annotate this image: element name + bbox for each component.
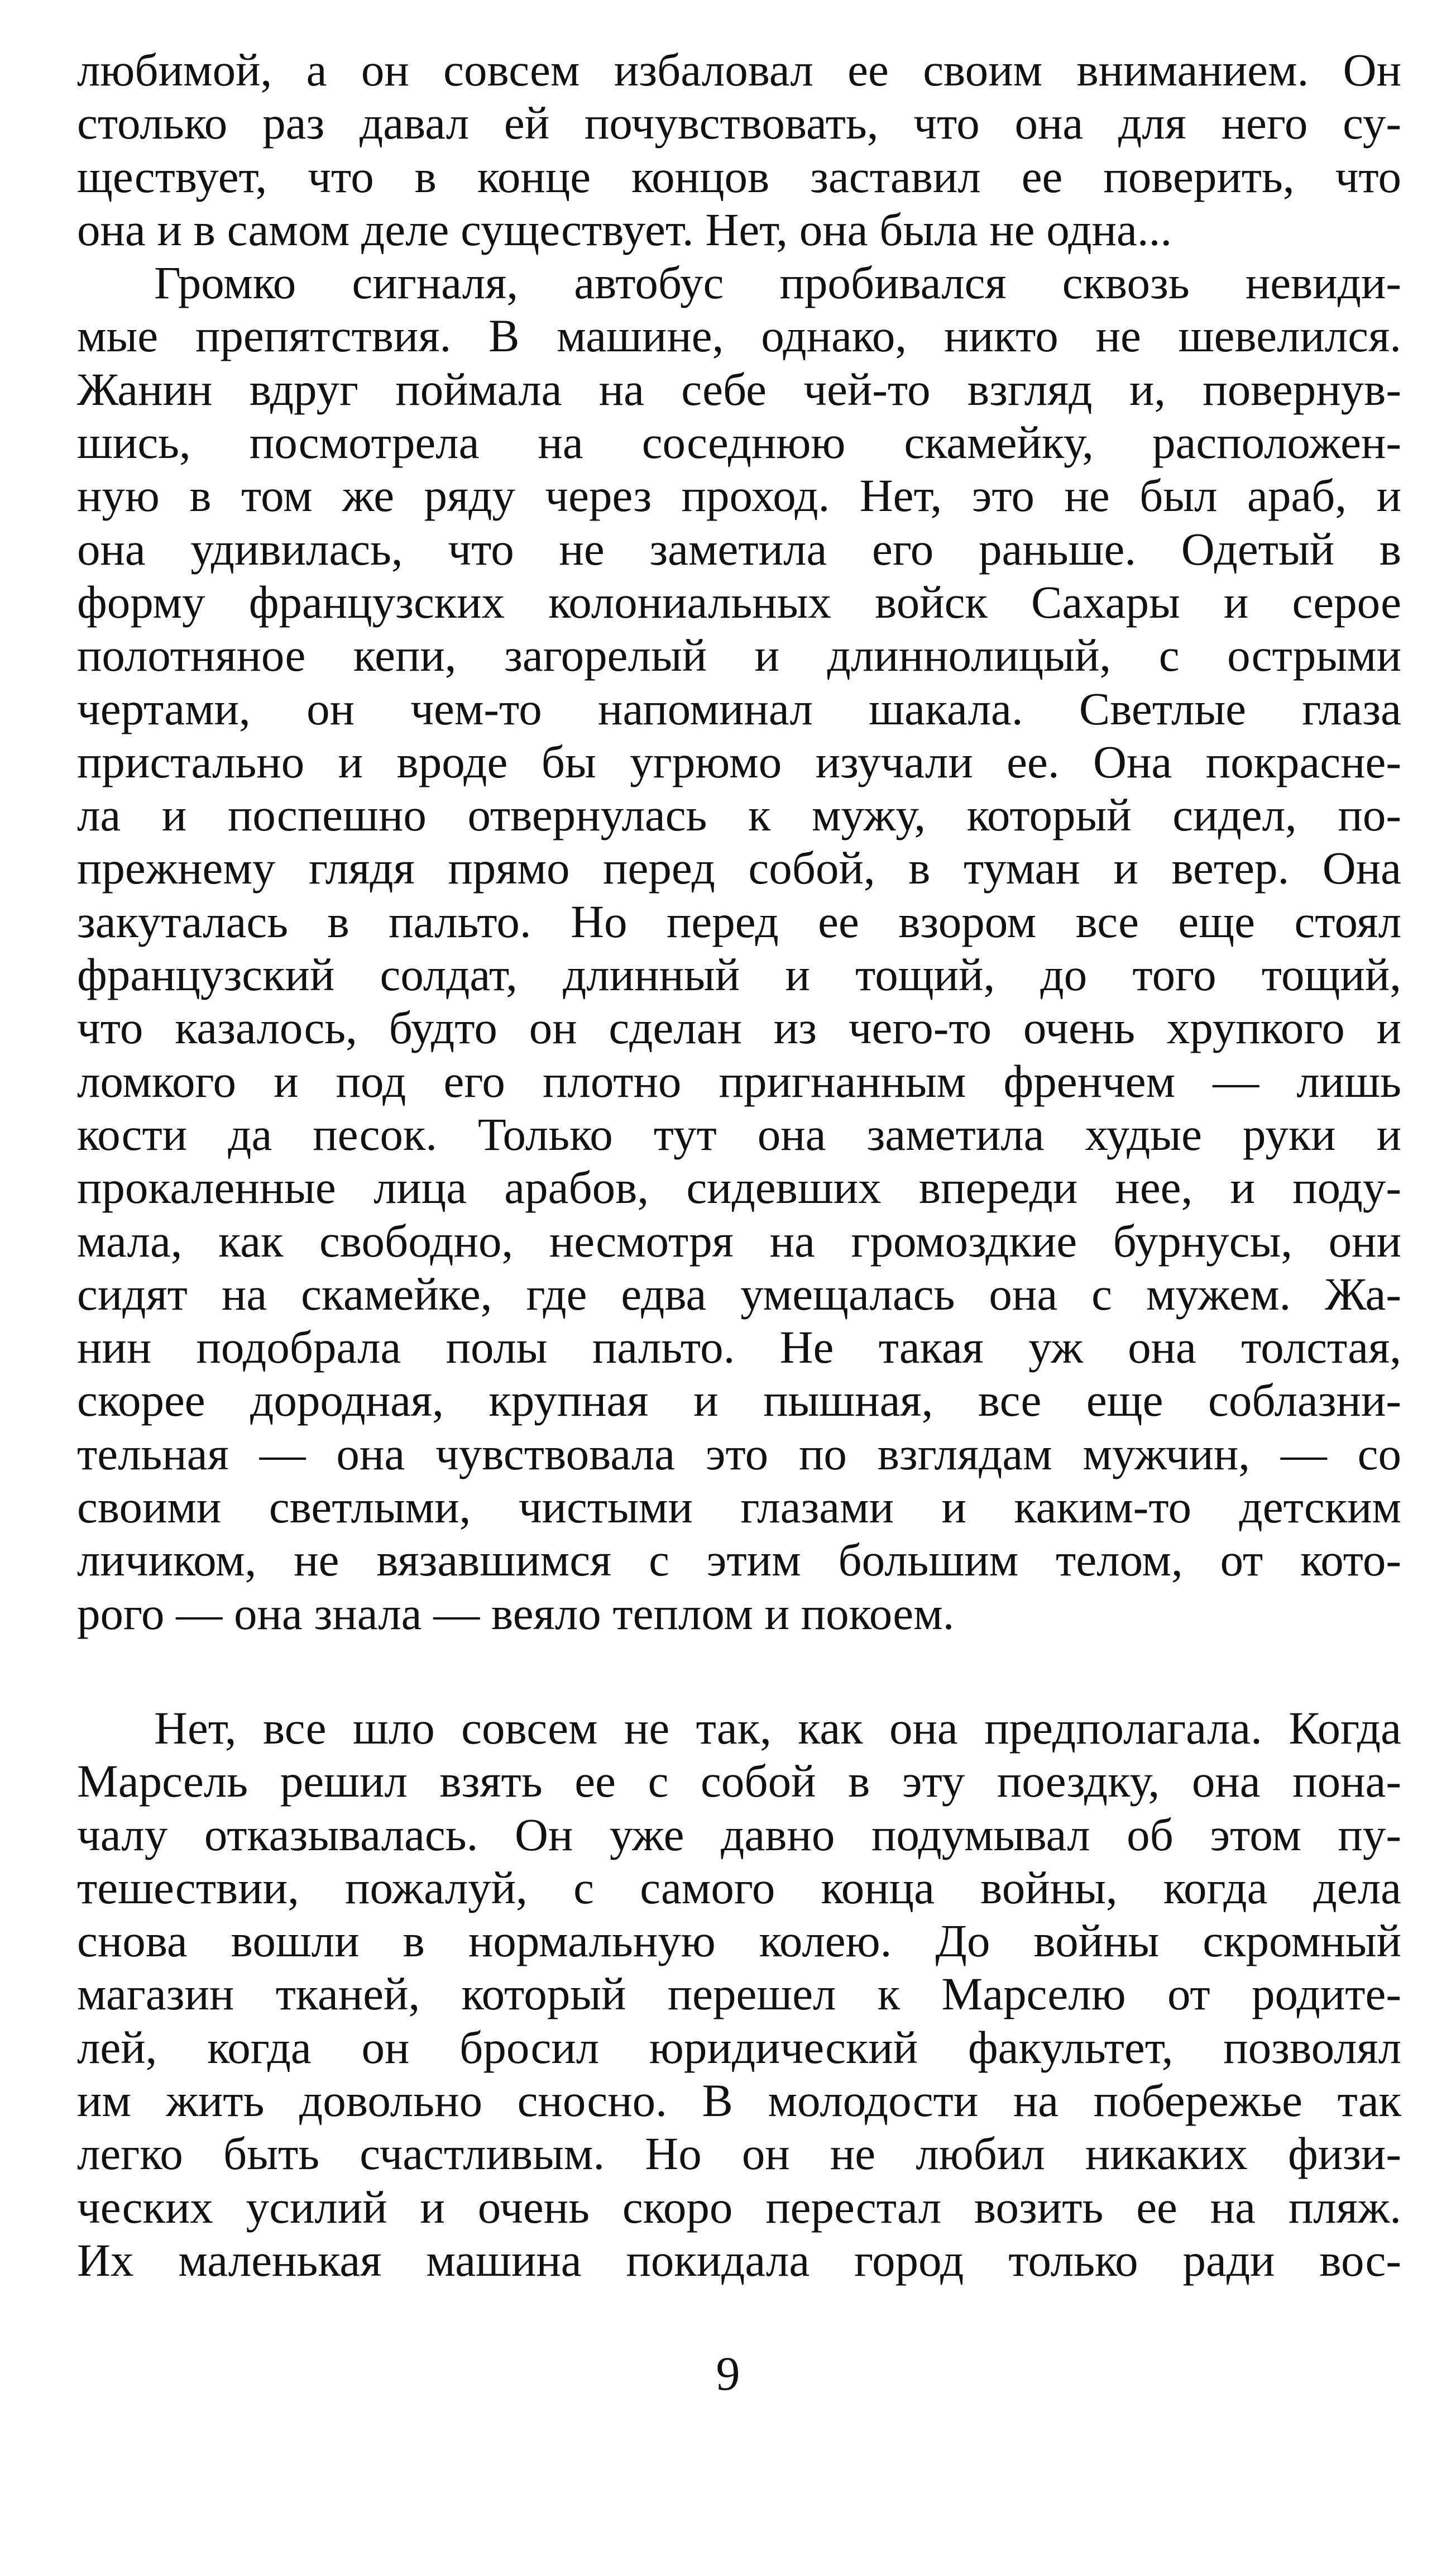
text-line: форму французских колониальных войск Сахары и серое xyxy=(77,576,1401,628)
text-line: прокаленные лица арабов, сидевших впереди нее, и поду- xyxy=(77,1162,1401,1214)
page-number: 9 xyxy=(716,2347,740,2400)
text-line: сидят на скамейке, где едва умещалась она с мужем. Жа- xyxy=(77,1268,1401,1320)
text-line: кости да песок. Только тут она заметила худые руки и xyxy=(77,1108,1401,1160)
text-line: лей, когда он бросил юридический факультет, позволял xyxy=(77,2021,1401,2073)
text-line: французский солдат, длинный и тощий, до того тощий, xyxy=(77,949,1401,1001)
text-line: снова вошли в нормальную колею. До войны скромный xyxy=(77,1915,1401,1967)
text-line: прежнему глядя прямо перед собой, в туман и ветер. Она xyxy=(77,842,1401,894)
text-line: шись, посмотрела на соседнюю скамейку, расположен- xyxy=(77,417,1401,469)
text-line: тешествии, пожалуй, с самого конца войны, когда дела xyxy=(77,1861,1401,1913)
text-line: чалу отказывалась. Он уже давно подумывал об этом пу- xyxy=(77,1808,1401,1860)
text-line: Нет, все шло совсем не так, как она предполагала. Когда xyxy=(154,1702,1401,1754)
text-line: столько раз давал ей почувствовать, что она для него су- xyxy=(77,97,1401,149)
paragraph-block-2 xyxy=(77,1702,1401,2287)
text-line: рого — она знала — веяло теплом и покоем. xyxy=(77,1587,955,1639)
text-line: ческих усилий и очень скоро перестал возить ее на пляж. xyxy=(77,2181,1401,2233)
text-line: ломкого и под его плотно пригнанным френчем — лишь xyxy=(77,1055,1401,1107)
text-line: тельная — она чувствовала это по взглядам мужчин, — со xyxy=(77,1427,1401,1479)
text-line: полотняное кепи, загорелый и длиннолицый, с острыми xyxy=(77,629,1401,681)
text-line: ную в том же ряду через проход. Нет, это не был араб, и xyxy=(77,470,1401,522)
text-line: нин подобрала полы пальто. Не такая уж она толстая, xyxy=(77,1321,1401,1373)
text-line: закуталась в пальто. Но перед ее взором все еще стоял xyxy=(77,895,1401,947)
text-line: что казалось, будто он сделан из чего-то очень хрупкого и xyxy=(77,1002,1401,1054)
text-line: своими светлыми, чистыми глазами и каким-то детским xyxy=(77,1481,1401,1533)
paragraph-block-1 xyxy=(77,44,1401,1640)
text-line: она и в самом деле существует. Нет, она была не одна... xyxy=(77,203,1172,255)
text-line: любимой, а он совсем избаловал ее своим вниманием. Он xyxy=(77,44,1401,95)
text-line: магазин тканей, который перешел к Марселю от родите- xyxy=(77,1968,1401,2020)
text-line: Громко сигналя, автобус пробивался сквозь невиди- xyxy=(154,257,1401,309)
text-line: личиком, не вязавшимся с этим большим телом, от кото- xyxy=(77,1534,1401,1586)
text-line: мые препятствия. В машине, однако, никто не шевелился. xyxy=(77,310,1401,362)
text-line: Марсель решил взять ее с собой в эту поездку, она пона- xyxy=(77,1755,1401,1807)
text-line: пристально и вроде бы угрюмо изучали ее. Она покрасне- xyxy=(77,735,1401,787)
text-line: Их маленькая машина покидала город только ради вос- xyxy=(77,2234,1401,2286)
text-line: легко быть счастливым. Но он не любил никаких физи- xyxy=(77,2128,1401,2180)
text-line: им жить довольно сносно. В молодости на побережье так xyxy=(77,2075,1401,2127)
text-line: чертами, он чем-то напоминал шакала. Светлые глаза xyxy=(77,682,1401,734)
text-line: ла и поспешно отвернулась к мужу, который сидел, по- xyxy=(77,789,1401,841)
text-line: скорее дородная, крупная и пышная, все еще соблазни- xyxy=(77,1374,1401,1426)
text-line: Жанин вдруг поймала на себе чей-то взгляд и, повернув- xyxy=(77,363,1401,415)
text-line: ществует, что в конце концов заставил ее поверить, что xyxy=(77,150,1401,202)
text-line: мала, как свободно, несмотря на громоздкие бурнусы, они xyxy=(77,1215,1401,1267)
text-line: она удивилась, что не заметила его раньше. Одетый в xyxy=(77,523,1401,575)
